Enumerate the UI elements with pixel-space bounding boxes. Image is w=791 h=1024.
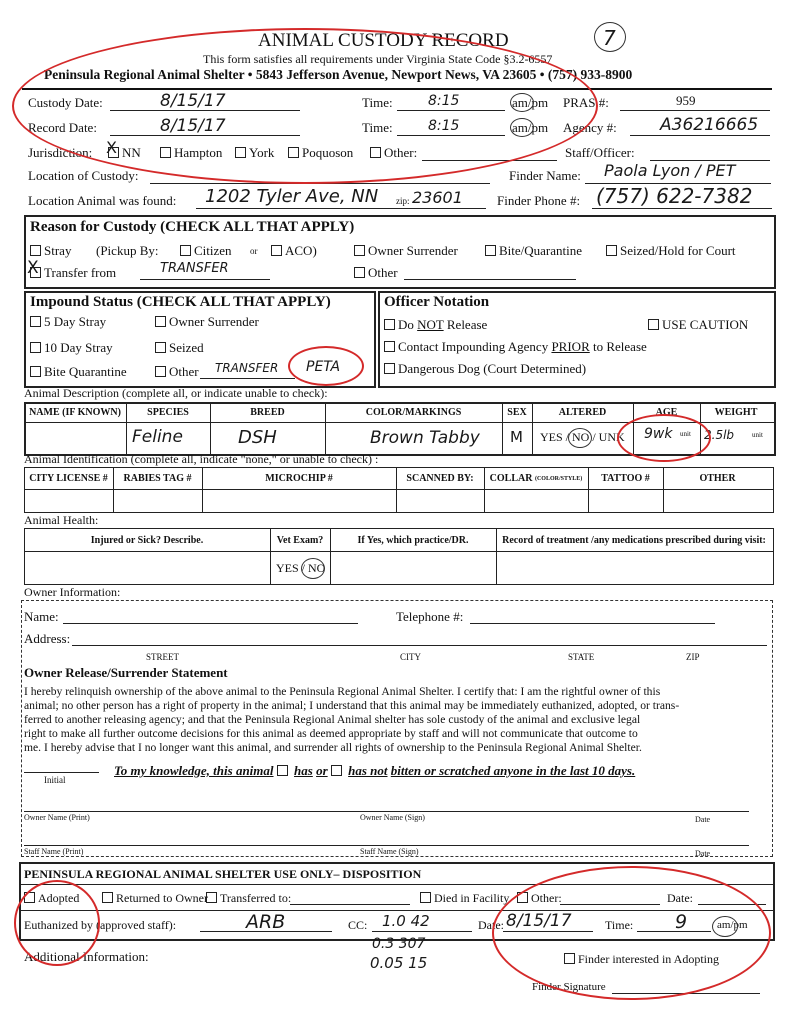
finder-phone: (757) 622-7382	[596, 184, 753, 208]
location-found: 1202 Tyler Ave, NN	[205, 186, 379, 207]
finder-signature-label: Finder Signature	[532, 981, 606, 993]
weight: 2.5lb	[704, 428, 735, 442]
disp-returned: Returned to Owner	[102, 891, 208, 906]
custody-time: 8:15	[428, 93, 460, 109]
impound-10day: 10 Day Stray	[30, 340, 113, 356]
header-treatment: Record of treatment /any medications prescribed during visit:	[502, 534, 766, 546]
finder-name-label: Finder Name:	[509, 168, 581, 183]
euth-time: 9	[675, 911, 688, 933]
reason-bite: Bite/Quarantine	[485, 243, 582, 259]
header-age: AGE	[655, 407, 678, 418]
owner-phone-line	[470, 623, 715, 624]
vet-no-circle	[301, 558, 325, 579]
impound-5day: 5 Day Stray	[30, 314, 106, 330]
species: Feline	[132, 427, 183, 447]
header-name: NAME (IF KNOWN)	[29, 407, 121, 418]
reason-transfer-line	[140, 279, 270, 280]
annotation-circle-age	[617, 414, 711, 462]
header-sex: SEX	[507, 407, 527, 418]
address-zip: ZIP	[686, 652, 700, 662]
identification-label: Animal Identification (complete all, indicate "none," or unable to check) :	[24, 452, 379, 466]
header-weight: WEIGHT	[714, 407, 758, 418]
disp-transferred-line	[290, 904, 410, 905]
reason-or: or	[250, 246, 258, 256]
jurisdiction-hampton: Hampton	[160, 145, 222, 161]
annotation-circle-header	[12, 28, 598, 184]
jurisdiction-other: Other:	[370, 145, 417, 161]
owner-label: Owner Information:	[24, 585, 121, 599]
officer-title: Officer Notation	[384, 294, 490, 310]
disp-date-label: Date:	[667, 891, 693, 905]
form-subtitle: This form satisfies all requirements under Virginia State Code §3.2-6557	[203, 52, 553, 66]
header-rabies: RABIES TAG #	[123, 473, 192, 484]
header-microchip: MICROCHIP #	[265, 473, 333, 484]
address-state: STATE	[568, 652, 595, 662]
header-scanned: SCANNED BY:	[406, 473, 474, 484]
description-label: Animal Description (complete all, or indicate unable to check):	[24, 386, 328, 400]
location-custody-label: Location of Custody:	[28, 168, 139, 183]
owner-sign-label: Owner Name (Sign)	[360, 813, 425, 822]
owner-phone-label: Telephone #:	[396, 609, 464, 624]
sex: M	[510, 428, 523, 446]
jurisdiction-mark: X	[106, 138, 117, 157]
statement-line-2: animal; no other person has a right of property in the animal; I understand that this animal may be immediately euthanized, adopted, or trans-	[24, 699, 680, 712]
statement-line-3: ferred to another releasing agency; and that the Peninsula Regional Animal shelter has sole custody of the animal and exclusive legal	[24, 713, 641, 726]
reason-pickup: (Pickup By:	[96, 243, 159, 258]
address-city: CITY	[400, 652, 421, 662]
zip: 23601	[412, 188, 463, 207]
statement-line-1: I hereby relinquish ownership of the above animal to the Peninsula Regional Animal Shelter. I certify that: I am the rightful owner of this	[24, 685, 661, 698]
initial-line	[24, 772, 99, 773]
cc-label: CC:	[348, 918, 368, 932]
reason-title: Reason for Custody (CHECK ALL THAT APPLY)	[30, 219, 355, 235]
form-number-circle	[594, 22, 626, 52]
cc-value: 1.0 42	[382, 912, 430, 930]
statement-line-5: me. I hereby advise that I no longer want this animal, and surrender all rights of ownership to the Peninsula Regional Animal Shelter.	[24, 741, 642, 754]
pras: 959	[676, 93, 696, 108]
reason-other-line	[404, 279, 576, 280]
header-altered: ALTERED	[558, 407, 607, 418]
disp-other: Other:	[517, 891, 562, 906]
reason-transfer-mark: X	[27, 258, 39, 278]
impound-other: Other	[155, 364, 199, 380]
euth-date-label: Date:	[478, 918, 504, 932]
officer-contact: Contact Impounding Agency PRIOR to Release	[384, 339, 647, 355]
owner-print-label: Owner Name (Print)	[24, 813, 90, 822]
euth-label: Euthanized by (approved staff):	[24, 918, 177, 932]
officer-dangerous: Dangerous Dog (Court Determined)	[384, 361, 586, 377]
pras-line	[620, 110, 770, 111]
time-label: Time:	[362, 95, 393, 110]
impound-owner: Owner Surrender	[155, 314, 259, 330]
euth-time-label: Time:	[605, 918, 634, 932]
statement-line-4: right to make all further outcome decisions for this animal as deemed appropriate by staff and will not communicate that outcome to	[24, 727, 638, 740]
reason-seized: Seized/Hold for Court	[606, 243, 736, 259]
identification-row-divider	[24, 489, 774, 490]
owner-sign-line	[24, 811, 749, 812]
health-label: Animal Health:	[24, 513, 99, 527]
location-found-label: Location Animal was found:	[28, 193, 177, 208]
agency-line	[630, 135, 770, 136]
header-breed: BREED	[250, 407, 285, 418]
age-unit: unit	[680, 430, 691, 438]
time-label-2: Time:	[362, 120, 393, 135]
jurisdiction-poquoson: Poquoson	[288, 145, 353, 161]
staff-date-label: Date	[695, 849, 711, 858]
form-title: ANIMAL CUSTODY RECORD	[258, 30, 509, 51]
agency-label: Agency #:	[563, 120, 617, 135]
staff-sign-line	[24, 845, 749, 846]
release-title: Owner Release/Surrender Statement	[24, 665, 228, 680]
header-tattoo: TATTOO #	[601, 473, 650, 484]
owner-address-label: Address:	[24, 631, 71, 646]
owner-date-label: Date	[695, 815, 711, 824]
impound-seized: Seized	[155, 340, 204, 356]
finder-phone-line	[592, 208, 772, 209]
impound-other-value: TRANSFER	[215, 361, 279, 375]
form-number: 7	[603, 26, 616, 50]
reason-stray: Stray	[30, 243, 71, 259]
euth-date: 8/15/17	[506, 911, 572, 931]
shelter-line: Peninsula Regional Animal Shelter • 5843 Jefferson Avenue, Newport News, VA 23605 • (757) 933-8900	[44, 67, 633, 82]
address-street: STREET	[146, 652, 179, 662]
cc-extra-2: 0.05 15	[370, 954, 428, 972]
owner-name-label: Name:	[24, 609, 59, 624]
breed: DSH	[238, 427, 277, 448]
header-injured: Injured or Sick? Describe.	[90, 534, 204, 546]
vet-exam: YES / NO	[276, 561, 326, 575]
impound-other-note: PETA	[306, 359, 341, 375]
owner-address-line	[72, 645, 767, 646]
finder-name: Paola Lyon / PET	[604, 161, 736, 180]
custody-date-label: Custody Date:	[28, 95, 103, 110]
altered: YES / NO / UNK	[540, 430, 625, 444]
disposition-title: PENINSULA REGIONAL ANIMAL SHELTER USE ONLY– DISPOSITION	[24, 867, 422, 881]
owner-name-line	[63, 623, 358, 624]
annotation-circle-disposition	[492, 866, 771, 1000]
color: Brown Tabby	[370, 428, 480, 448]
header-collar: COLLAR (COLOR/STYLE)	[489, 473, 583, 484]
annotation-circle-adopted	[14, 880, 100, 966]
reason-transfer-value: TRANSFER	[160, 261, 229, 276]
impound-bite: Bite Quarantine	[30, 364, 127, 380]
staff-label: Staff/Officer:	[565, 145, 635, 160]
cc-line	[372, 931, 472, 932]
finder-phone-label: Finder Phone #:	[497, 193, 581, 208]
annotation-circle-peta	[288, 346, 364, 386]
reason-other: Other	[354, 265, 398, 281]
initial-label: Initial	[44, 775, 66, 785]
record-date: 8/15/17	[160, 116, 226, 136]
jurisdiction-nn: NN	[108, 145, 141, 161]
officer-do-not: Do NOT Release	[384, 317, 487, 333]
health-row-divider	[24, 551, 774, 552]
knowledge-statement: To my knowledge, this animal has or has not bitten or scratched anyone in the last 10 days.	[114, 763, 636, 778]
ampm-1: am/pm	[512, 95, 549, 110]
disp-died: Died in Facility	[420, 891, 509, 906]
agency: A36216665	[660, 115, 759, 135]
impound-other-line	[200, 378, 295, 379]
staff-print-label: Staff Name (Print)	[24, 847, 84, 856]
additional-info-label: Additional Information:	[24, 949, 149, 964]
zip-label: zip:	[396, 196, 410, 206]
age: 9wk	[644, 426, 673, 442]
record-time: 8:15	[428, 118, 460, 134]
location-found-line	[196, 208, 486, 209]
disp-transferred: Transferred to:	[206, 891, 291, 906]
header-city-license: CITY LICENSE #	[29, 473, 108, 484]
reason-citizen: Citizen	[180, 243, 232, 259]
staff-sign-label: Staff Name (Sign)	[360, 847, 419, 856]
cc-extra-1: 0.3 307	[372, 936, 426, 952]
reason-owner-surrender: Owner Surrender	[354, 243, 458, 259]
altered-no-circle	[568, 428, 592, 448]
header-practice: If Yes, which practice/DR.	[357, 534, 469, 546]
ampm-2: am/pm	[512, 120, 549, 135]
euth-value: ARB	[246, 911, 286, 933]
header-color: COLOR/MARKINGS	[365, 407, 462, 418]
reason-aco: ACO)	[271, 243, 317, 259]
finder-adopt: Finder interested in Adopting	[564, 952, 719, 967]
weight-unit: unit	[752, 431, 763, 439]
officer-caution: USE CAUTION	[648, 317, 748, 333]
record-date-label: Record Date:	[28, 120, 97, 135]
euth-ampm: am/pm	[717, 919, 748, 931]
header-vet: Vet Exam?	[276, 534, 324, 546]
header-species: SPECIES	[147, 407, 189, 418]
jurisdiction-york: York	[235, 145, 274, 161]
impound-title: Impound Status (CHECK ALL THAT APPLY)	[30, 294, 331, 310]
reason-transfer: Transfer from	[30, 265, 116, 281]
jurisdiction-label: Jurisdiction:	[28, 145, 93, 160]
disp-adopted: Adopted	[24, 891, 79, 906]
custody-date: 8/15/17	[160, 91, 226, 111]
pras-label: PRAS #:	[563, 95, 609, 110]
header-other: OTHER	[699, 473, 736, 484]
